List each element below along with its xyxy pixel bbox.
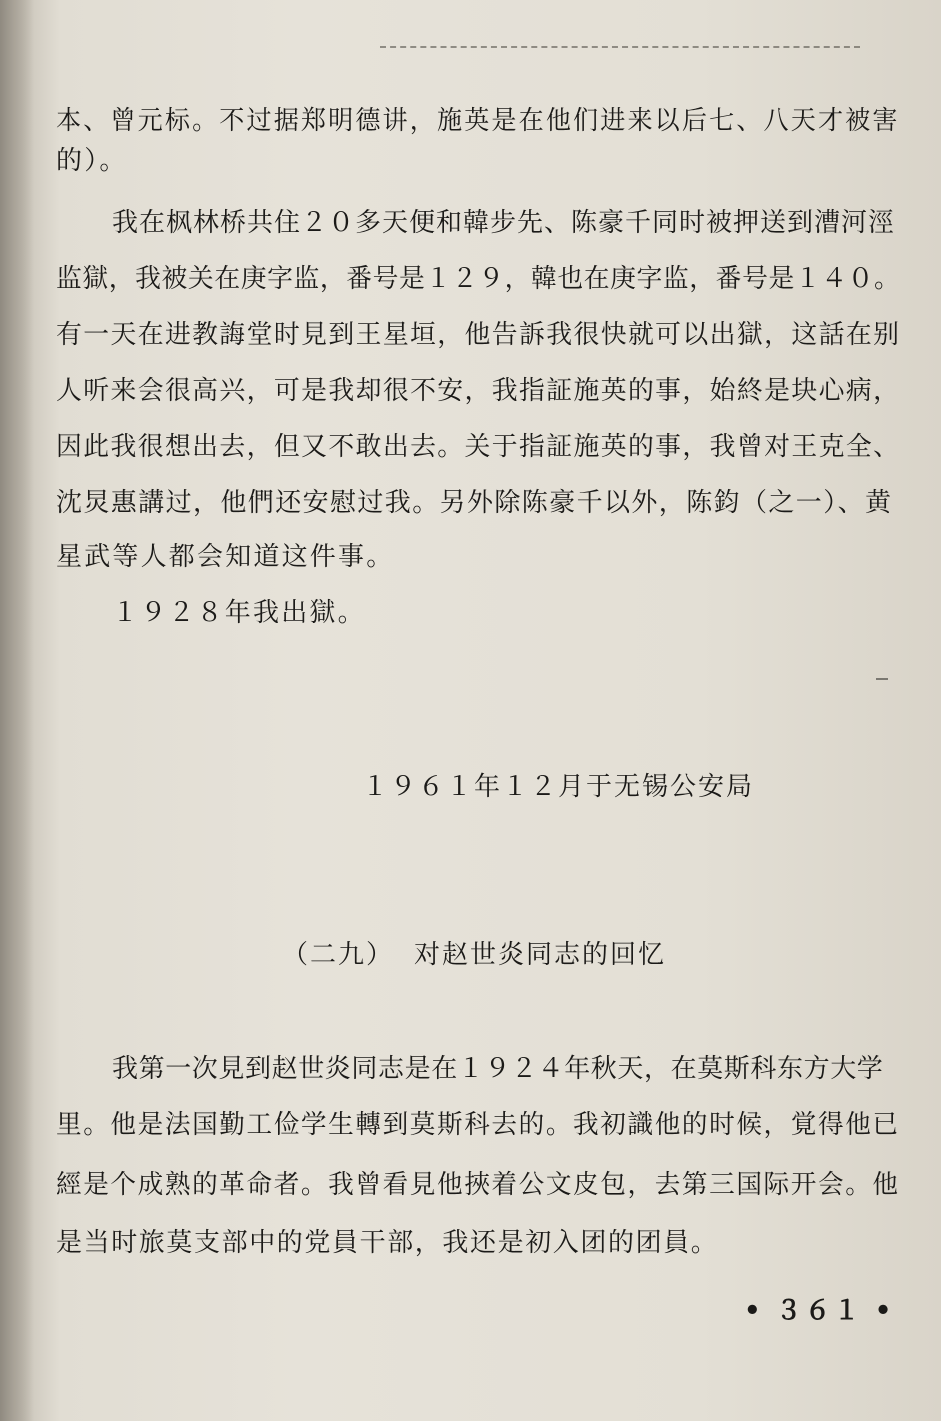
text-line: 是当时旅莫支部中的党員干部，我还是初入团的团員。 (56, 1228, 719, 1258)
text-line: 监獄，我被关在庚字监，番号是１２９，韓也在庚字监，番号是１４０。 (56, 264, 901, 294)
page-number: • ３６１ • (744, 1296, 895, 1326)
signature-line: １９６１年１２月于无锡公安局 (362, 772, 755, 802)
text-line: 我第一次見到赵世炎同志是在１９２４年秋天，在莫斯科东方大学 (112, 1054, 884, 1084)
text-line: 的）。 (56, 146, 128, 176)
text-line: 沈炅惠講过，他們还安慰过我。另外除陈豪千以外，陈鈞（之一）、黄 (56, 488, 893, 518)
margin-mark (876, 678, 888, 680)
text-line: 有一天在进教誨堂时見到王星垣，他告訴我很快就可以出獄，这話在别 (56, 320, 901, 350)
text-line: 經是个成熟的革命者。我曾看見他挾着公文皮包，去第三国际开会。他 (56, 1170, 900, 1200)
text-line: 因此我很想出去，但又不敢出去。关于指証施英的事，我曾对王克全、 (56, 432, 901, 462)
text-line: 星武等人都会知道这件事。 (56, 542, 395, 572)
book-binding-shadow (0, 0, 34, 1421)
section-title: 对赵世炎同志的回忆 (414, 940, 667, 970)
text-line: 本、曾元标。不过据郑明德讲，施英是在他们进来以后七、八天才被害 (56, 106, 900, 136)
text-line: 人听来会很高兴，可是我却很不安，我指証施英的事，始終是块心病， (56, 376, 901, 406)
text-line: １９２８年我出獄。 (112, 598, 366, 628)
section-number: （二九） (282, 940, 395, 970)
text-line: 里。他是法国勤工俭学生轉到莫斯科去的。我初識他的时候，覚得他已 (56, 1110, 900, 1140)
header-rule (380, 46, 860, 48)
text-line: 我在枫林桥共住２０多天便和韓步先、陈豪千同时被押送到漕河涇 (112, 208, 896, 238)
